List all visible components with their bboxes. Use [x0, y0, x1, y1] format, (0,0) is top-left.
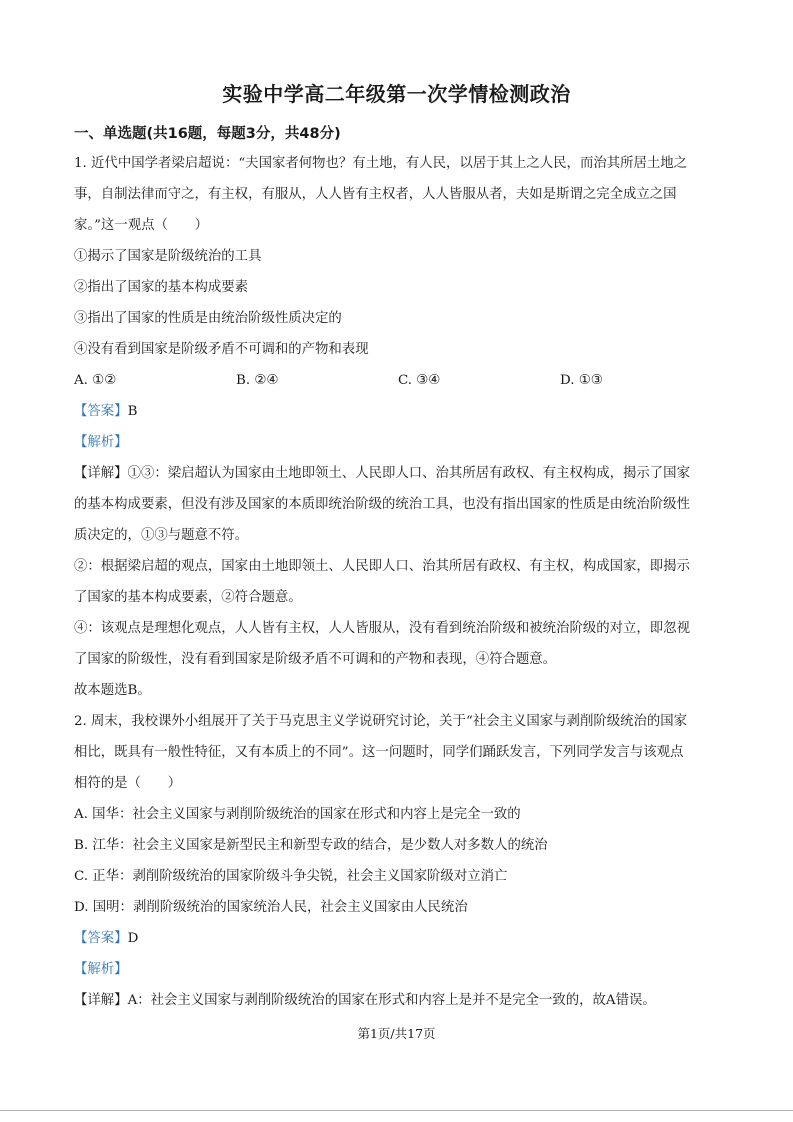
q2-analysis-tag [74, 954, 724, 985]
q2-answer-value: D [127, 931, 139, 946]
detail-text: ①③：梁启超认为国家由土地即领土、人民即人口、治其所居有政权、有主权构成，揭示了国家 [127, 466, 690, 481]
q2-option-a: A. 国华：社会主义国家与剥削阶级统治的国家在形式和内容上是完全一致的 [74, 807, 521, 822]
q1-detail-line: ②：根据梁启超的观点，国家由土地即领土、人民即人口、治其所居有政权、有主权，构成国家，即揭示 [74, 559, 690, 574]
q1-stem-line: 1. 近代中国学者梁启超说：“夫国家者何物也？有土地，有人民，以居于其上之人民，而治其所居土地之 [74, 156, 688, 171]
q1-option-b: B. ②④ [236, 373, 279, 388]
q1-option-a: A. ①② [74, 373, 117, 388]
q1-options [74, 365, 724, 396]
analysis-tag: 【解析】 [74, 435, 128, 450]
q2-option-c: C. 正华：剥削阶级统治的国家阶级斗争尖锐，社会主义国家阶级对立消亡 [74, 869, 508, 884]
q1-item: ④没有看到国家是阶级矛盾不可调和的产物和表现 [74, 342, 369, 357]
q1-detail-line [74, 458, 724, 489]
analysis-tag: 【解析】 [74, 962, 128, 977]
q1-conclusion: 故本题选B。 [74, 683, 151, 698]
q2-option-b: B. 江华：社会主义国家是新型民主和新型专政的结合，是少数人对多数人的统治 [74, 838, 548, 853]
q1-item: ③指出了国家的性质是由统治阶级性质决定的 [74, 311, 342, 326]
q1-item: ①揭示了国家是阶级统治的工具 [74, 249, 262, 264]
q1-detail-line: 了国家的阶级性，没有看到国家是阶级矛盾不可调和的产物和表现，④符合题意。 [74, 652, 557, 667]
q2-stem-line: 相符的是（ ） [74, 776, 182, 791]
answer-tag: 【答案】 [74, 404, 128, 419]
q2-detail-line [74, 985, 724, 1016]
q1-answer [74, 396, 724, 427]
page-number: 第1页/共17页 [357, 1026, 436, 1041]
q1-detail-line: 质决定的，①③与题意不符。 [74, 528, 249, 543]
page-title: 实验中学高二年级第一次学情检测政治 [222, 82, 571, 106]
detail-text: A：社会主义国家与剥削阶级统治的国家在形式和内容上是并不是完全一致的，故A错误。 [127, 993, 656, 1008]
detail-tag: 【详解】 [74, 993, 128, 1008]
q1-detail-line: ④：该观点是理想化观点，人人皆有主权，人人皆服从，没有看到统治阶级和被统治阶级的对立，即忽视 [74, 621, 690, 636]
question-content [74, 148, 724, 1016]
answer-tag: 【答案】 [74, 931, 128, 946]
q1-answer-value: B [127, 404, 138, 419]
bottom-divider [0, 1110, 793, 1111]
q1-analysis-tag [74, 427, 724, 458]
q2-option-d: D. 国明：剥削阶级统治的国家统治人民，社会主义国家由人民统治 [74, 900, 468, 915]
q1-stem-line: 事，自制法律而守之，有主权，有服从，人人皆有主权者，人人皆服从者，夫如是斯谓之完全成立之国 [74, 187, 677, 202]
q1-detail-line: 的基本构成要素，但没有涉及国家的本质即统治阶级的统治工具，也没有指出国家的性质是由统治阶级性 [74, 497, 690, 512]
q2-stem-line: 2. 周末，我校课外小组展开了关于马克思主义学说研究讨论，关于“社会主义国家与剥削阶级统治的国家 [74, 714, 688, 729]
q1-option-c: C. ③④ [398, 373, 441, 388]
q1-item: ②指出了国家的基本构成要素 [74, 280, 249, 295]
q2-answer [74, 923, 724, 954]
q2-stem-line: 相比，既具有一般性特征，又有本质上的不同”。这一问题时，同学们踊跃发言，下列同学发言与该观点 [74, 745, 684, 760]
q1-detail-line: 了国家的基本构成要素，②符合题意。 [74, 590, 302, 605]
q1-stem-line: 家。”这一观点（ ） [74, 218, 209, 233]
section-heading: 一、单选题(共16题，每题3分，共48分) [74, 126, 341, 142]
q1-option-d: D. ①③ [560, 373, 603, 388]
detail-tag: 【详解】 [74, 466, 128, 481]
